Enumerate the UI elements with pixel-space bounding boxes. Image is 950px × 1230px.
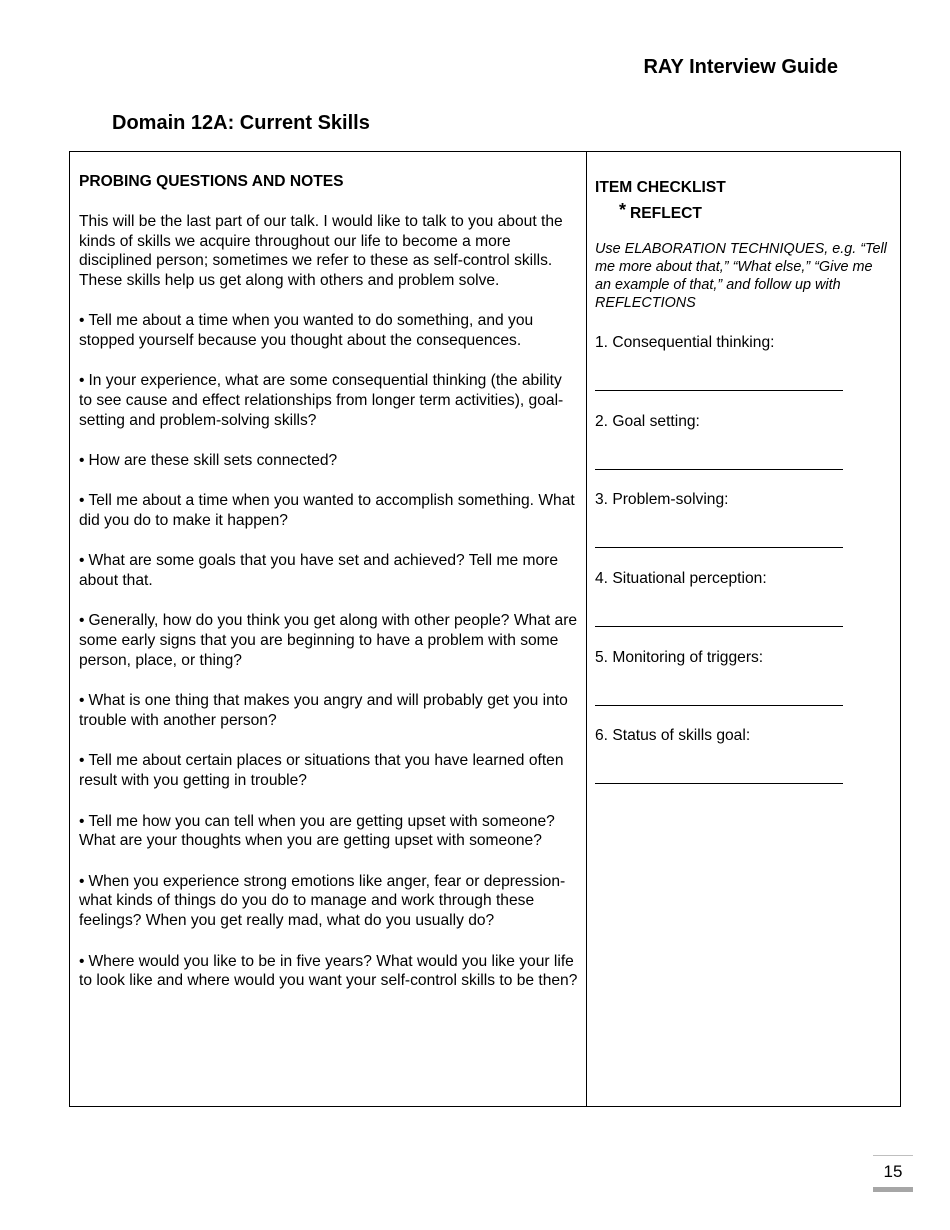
bullet: • (79, 552, 85, 570)
item-checklist-heading: ITEM CHECKLIST (595, 179, 726, 196)
bullet: • (79, 612, 85, 630)
bullet: • (79, 492, 85, 510)
question-item (79, 812, 578, 852)
item-checklist-column (587, 152, 900, 1132)
bullet: • (79, 952, 85, 970)
page-number (873, 1155, 913, 1190)
checklist-item: 1. Consequential thinking: (595, 334, 775, 351)
answer-line[interactable] (595, 783, 843, 784)
bullet: • (79, 692, 85, 710)
bullet: • (79, 812, 85, 830)
question-item (79, 551, 578, 591)
checklist-item: 5. Monitoring of triggers: (595, 649, 764, 666)
intro-paragraph: This will be the last part of our talk. I would like to talk to you about the kinds of skills we acquire throughout our life to become a more disciplined person; sometimes we refer to these as self-control skills. These skills help us get along with others and problem solve. (79, 212, 563, 290)
question-text: In your experience, what are some consequential thinking (the ability to see cause and effect relationships from longer term activities), goal-setting and problem-solving skills? (79, 372, 564, 429)
answer-line[interactable] (595, 390, 843, 391)
guide-title: RAY Interview Guide (643, 56, 838, 78)
answer-line[interactable] (595, 705, 843, 706)
question-item (79, 952, 578, 992)
question-text: Tell me about a time when you wanted to do something, and you stopped yourself because you thought about the consequences. (79, 311, 534, 349)
answer-line[interactable] (595, 469, 843, 470)
page-number-bar (873, 1187, 913, 1192)
reflect-label (595, 198, 892, 226)
reflect-text: REFLECT (630, 205, 702, 222)
question-text: When you experience strong emotions like anger, fear or depression- what kinds of things do you do to manage and work through these feelings? When you get really mad, what do you usually do? (79, 872, 566, 930)
question-item (79, 751, 578, 791)
page-number-text: 15 (883, 1162, 903, 1181)
checklist-item: 2. Goal setting: (595, 413, 700, 430)
bullet: • (79, 451, 85, 469)
domain-title: Domain 12A: Current Skills (112, 112, 370, 134)
question-text: Tell me how you can tell when you are getting upset with someone? What are your thoughts when you are getting upset with someone? (79, 812, 555, 850)
asterisk-icon: * (619, 200, 627, 220)
question-item (79, 491, 578, 531)
question-item (79, 311, 578, 351)
bullet: • (79, 372, 85, 390)
bullet: • (79, 872, 85, 890)
question-text: How are these skill sets connected? (88, 451, 338, 469)
probing-questions-column (70, 152, 587, 1106)
question-text: Where would you like to be in five years? What would you like your life to look like and where would you want your self-control skills to be then? (79, 952, 578, 990)
checklist-item: 6. Status of skills goal: (595, 727, 751, 744)
checklist-item: 4. Situational perception: (595, 570, 767, 587)
probing-questions-heading: PROBING QUESTIONS AND NOTES (79, 173, 344, 190)
question-text: What is one thing that makes you angry and will probably get you into trouble with another person? (79, 692, 568, 730)
question-text: Generally, how do you think you get along with other people? What are some early signs that you are beginning to have a problem with some person, place, or thing? (79, 612, 578, 670)
bullet: • (79, 752, 85, 770)
question-item (79, 691, 578, 731)
question-item (79, 872, 578, 931)
answer-line[interactable] (595, 626, 843, 627)
bullet: • (79, 311, 85, 329)
question-item (79, 611, 578, 670)
question-text: Tell me about a time when you wanted to accomplish something. What did you do to make it happen? (79, 492, 575, 530)
answer-line[interactable] (595, 547, 843, 548)
question-text: Tell me about certain places or situations that you have learned often result with you getting in trouble? (79, 752, 564, 790)
question-item (79, 451, 578, 471)
question-item (79, 371, 578, 430)
interview-table (69, 151, 901, 1107)
checklist-item: 3. Problem-solving: (595, 491, 729, 508)
elaboration-instructions: Use ELABORATION TECHNIQUES, e.g. “Tell me more about that,” “What else,” “Give me an example of that,” and follow up with REFLECTIONS (595, 241, 887, 311)
question-text: What are some goals that you have set and achieved? Tell me more about that. (79, 552, 558, 590)
